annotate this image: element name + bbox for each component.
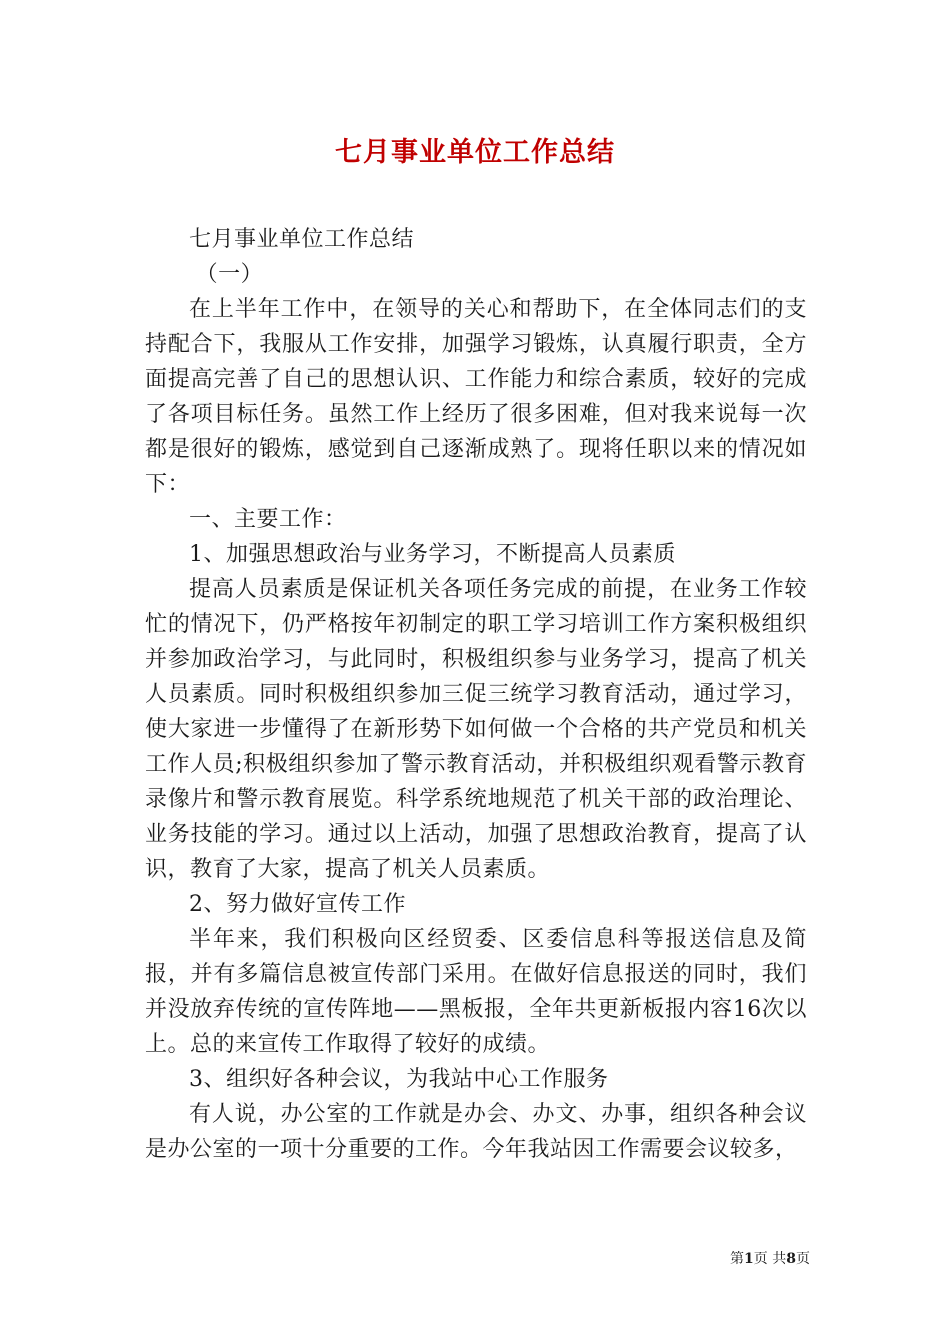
footer-middle: 页 共	[753, 1251, 787, 1267]
paragraph-intro: 在上半年工作中，在领导的关心和帮助下，在全体同志们的支持配合下，我服从工作安排，加强学习锻炼，认真履行职责，全方面提高完善了自己的思想认识、工作能力和综合素质，较好的完成了各项目标任务。虽然工作上经历了很多困难，但对我来说每一次都是很好的锻炼，感觉到自己逐渐成熟了。现将任职以来的情况如下：	[145, 297, 807, 497]
heading-item-2: 2、努力做好宣传工作	[189, 892, 406, 917]
document-title: 七月事业单位工作总结	[335, 137, 615, 168]
footer-current-page: 1	[744, 1251, 754, 1267]
heading-item-1: 1、加强思想政治与业务学习，不断提高人员素质	[189, 542, 676, 567]
page-number-footer	[700, 1248, 810, 1268]
footer-suffix: 页	[796, 1251, 810, 1267]
footer-total-pages: 8	[786, 1251, 796, 1267]
footer-prefix: 第	[730, 1251, 745, 1267]
paragraph-item-3: 有人说，办公室的工作就是办会、办文、办事，组织各种会议是办公室的一项十分重要的工作。今年我站因工作需要会议较多，	[145, 1102, 807, 1162]
paragraph-section-number: （一）	[195, 262, 264, 287]
paragraph-item-1: 提高人员素质是保证机关各项任务完成的前提，在业务工作较忙的情况下，仍严格按年初制定的职工学习培训工作方案积极组织并参加政治学习，与此同时，积极组织参与业务学习，提高了机关人员素质。同时积极组织参加三促三统学习教育活动，通过学习，使大家进一步懂得了在新形势下如何做一个合格的共产党员和机关工作人员;积极组织参加了警示教育活动，并积极组织观看警示教育录像片和警示教育展览。科学系统地规范了机关干部的政治理论、业务技能的学习。通过以上活动，加强了思想政治教育，提高了认识，教育了大家，提高了机关人员素质。	[145, 577, 807, 882]
paragraph-subtitle: 七月事业单位工作总结	[189, 227, 415, 252]
heading-item-3: 3、组织好各种会议，为我站中心工作服务	[189, 1067, 609, 1092]
paragraph-item-2: 半年来，我们积极向区经贸委、区委信息科等报送信息及简报，并有多篇信息被宣传部门采用。在做好信息报送的同时，我们并没放弃传统的宣传阵地——黑板报，全年共更新板报内容16次以上。总的来宣传工作取得了较好的成绩。	[145, 927, 807, 1057]
heading-main-work: 一、主要工作：	[189, 507, 347, 532]
document-body	[145, 222, 807, 1167]
